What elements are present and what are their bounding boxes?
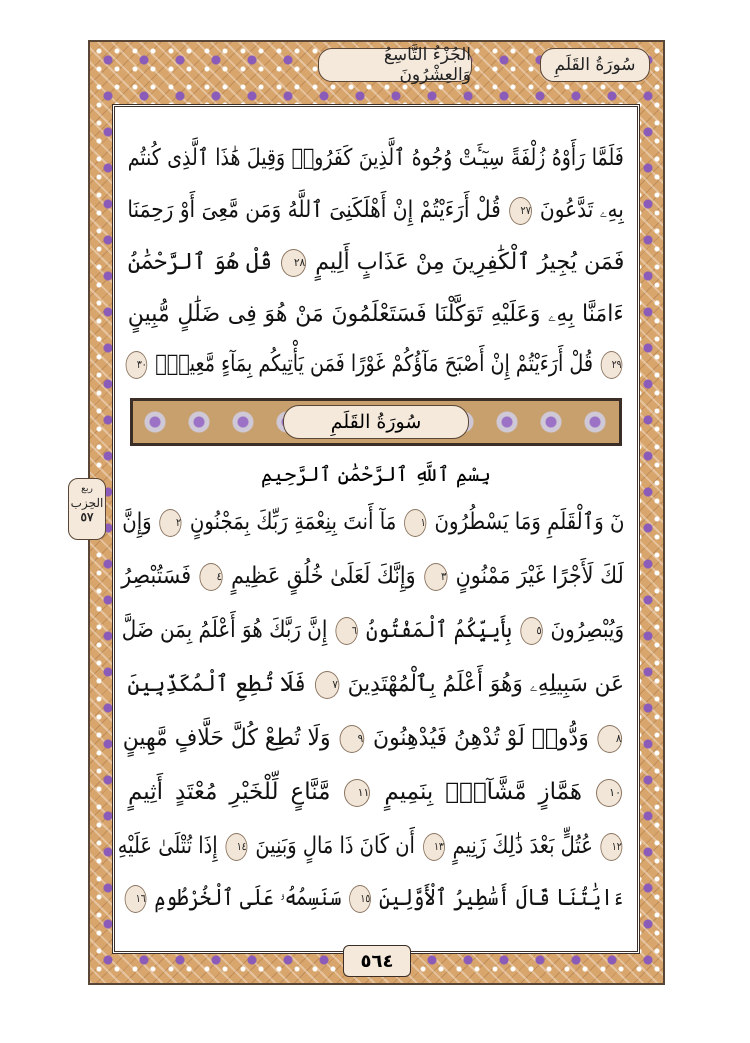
surah-title: سُورَةُ القَلَمِ [283, 405, 469, 439]
verse-line [128, 878, 624, 918]
verse-text: وَلَا تُطِعْ كُلَّ حَلَّافٍ مَّهِينٍ [122, 725, 331, 751]
hizb-number: ٥٧ [80, 510, 94, 524]
ayah-number-marker: ١ [404, 509, 426, 537]
verse-text: عَن سَبِيلِهِۦ وَهُوَ أَعْلَمُ بِٱلْمُهْتَدِينَ [347, 671, 624, 697]
verse-line [121, 610, 624, 650]
verse-text: نٓ وَٱلْقَلَمِ وَمَا يَسْطُرُونَ [434, 509, 624, 535]
verse-text: مَآ أَنتَ بِنِعْمَةِ رَبِّكَ بِمَجْنُونٍ [189, 509, 396, 535]
ayah-number-marker: ٢٩ [601, 351, 623, 379]
verse-text: لَكَ لَأَجْرًا غَيْرَ مَمْنُونٍ [455, 563, 624, 589]
ayah-number-marker: ٢ [159, 509, 181, 537]
verse-text: ءَايَٰتُنَا قَالَ أَسَٰطِيرُ ٱلْأَوَّلِينَ [378, 885, 624, 911]
page-number: ٥٦٤ [343, 945, 411, 977]
juz-label: الجُزْءُ التَّاسِعُ وَالعِشْرُونَ [318, 48, 472, 82]
verse-text: بِأَييِّكُمُ ٱلْمَفْتُونُ [365, 617, 512, 643]
verse-text: فَلَمَّا رَأَوْهُ زُلْفَةً سِيٓـَٔتْ وُجُوهُ ٱلَّذِينَ كَفَرُوا۟ وَقِيلَ هَٰذَا ٱلَّذِى كُنتُم [128, 145, 624, 171]
ayah-number-marker: ٢٨ [281, 249, 306, 277]
verse-line [128, 242, 624, 282]
verse-line [128, 294, 624, 334]
ayah-number-marker: ٧ [314, 671, 338, 699]
surah-banner [130, 398, 622, 446]
hizb-quarter-label: ربع [81, 484, 93, 494]
verse-text: مَّنَّاعٍ لِّلْخَيْرِ مُعْتَدٍ أَثِيمٍ [128, 779, 331, 805]
ayah-number-marker: ٥ [520, 617, 542, 645]
verse-text: أَن كَانَ ذَا مَالٍ وَبَنِينَ [255, 833, 415, 859]
verse-line [128, 664, 624, 704]
verse-text: هَمَّازٍ مَّشَّآءٍۭ بِنَمِيمٍ [384, 779, 583, 805]
verse-line [122, 718, 624, 758]
ayah-number-marker: ١٣ [422, 833, 444, 861]
verse-line [117, 826, 624, 866]
ayah-number-marker: ١٢ [600, 833, 622, 861]
verse-text: وَإِنَّ [121, 509, 152, 535]
verse-text: عُتُلٍّ بَعْدَ ذَٰلِكَ زَنِيمٍ [452, 833, 593, 859]
verse-text: إِنَّ رَبَّكَ هُوَ أَعْلَمُ بِمَن ضَلَّ [121, 617, 328, 643]
verse-line [128, 138, 624, 178]
verse-text: قُلْ أَرَءَيْتُمْ إِنْ أَهْلَكَنِىَ ٱللَّهُ وَمَن مَّعِىَ أَوْ رَحِمَنَا [127, 197, 501, 223]
verse-text: سَنَسِمُهُۥ عَلَى ٱلْخُرْطُومِ [154, 885, 342, 911]
ayah-number-marker: ١٤ [225, 833, 247, 861]
verse-line [121, 556, 624, 596]
verse-text: وَدُّوا۟ لَوْ تُدْهِنُ فَيُدْهِنُونَ [372, 725, 589, 751]
verse-text: قُلْ هُوَ ٱلرَّحْمَٰنُ [127, 249, 272, 275]
ayah-number-marker: ١٦ [125, 885, 147, 913]
verse-text: قُلْ أَرَءَيْتُمْ إِنْ أَصْبَحَ مَآؤُكُمْ غَوْرًا فَمَن يَأْتِيكُم بِمَآءٍ مَّعِينٍۭ [155, 351, 593, 377]
ayah-number-marker: ٣ [424, 563, 447, 591]
ayah-number-marker: ٤ [200, 563, 223, 591]
verse-text: فَلَا تُطِعِ ٱلْمُكَذِّبِينَ [127, 671, 306, 697]
verse-text: فَمَن يُجِيرُ ٱلْكَٰفِرِينَ مِنْ عَذَابٍ أَلِيمٍ [314, 249, 624, 275]
verse-line [128, 190, 624, 230]
verse-text: إِذَا تُتْلَىٰ عَلَيْهِ [117, 833, 218, 859]
ayah-number-marker: ٢٧ [509, 197, 532, 225]
ayah-number-marker: ٩ [339, 725, 364, 753]
verse-text: وَيُبْصِرُونَ [550, 617, 624, 643]
verse-line [121, 502, 624, 542]
verse-text: بِهِۦ تَدَّعُونَ [540, 197, 624, 223]
ayah-number-marker: ٨ [597, 725, 622, 753]
verse-line [128, 772, 624, 812]
bismillah: بِسْمِ ٱللَّهِ ٱلرَّحْمَٰنِ ٱلرَّحِيمِ [260, 462, 491, 486]
hizb-marker [68, 478, 106, 540]
ayah-number-marker: ٣٠ [126, 351, 148, 379]
hizb-label: الحِزب [70, 496, 104, 510]
verse-text: فَسَتُبْصِرُ [121, 563, 192, 589]
ayah-number-marker: ١١ [344, 779, 370, 807]
verse-text: وَإِنَّكَ لَعَلَىٰ خُلُقٍ عَظِيمٍ [231, 563, 416, 589]
surah-header-label: سُورَةُ القَلَمِ [540, 48, 650, 82]
ayah-number-marker: ٦ [335, 617, 357, 645]
ayah-number-marker: ١٠ [596, 779, 622, 807]
verse-line [128, 344, 624, 384]
ayah-number-marker: ١٥ [349, 885, 371, 913]
verse-text: ءَامَنَّا بِهِۦ وَعَلَيْهِ تَوَكَّلْنَا فَسَتَعْلَمُونَ مَنْ هُوَ فِى ضَلَٰلٍ مُّبِينٍ [128, 301, 624, 327]
